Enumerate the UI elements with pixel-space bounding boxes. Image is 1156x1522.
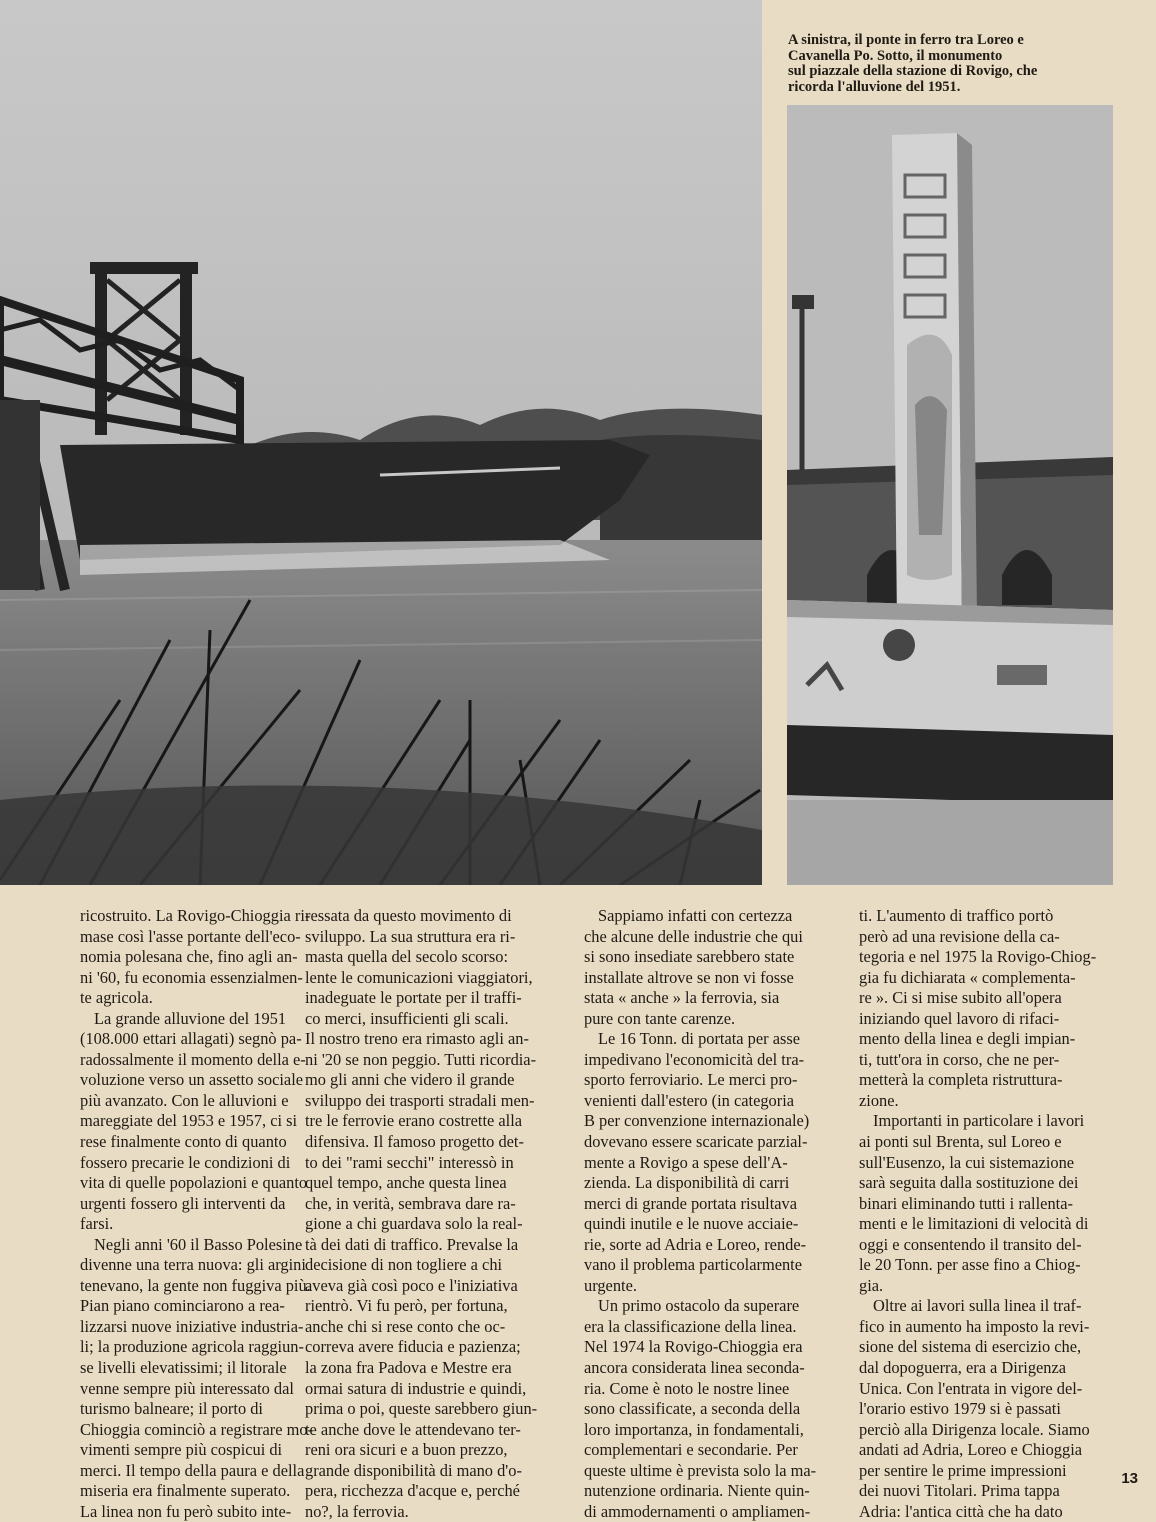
text-line: che alcune delle industrie che qui [584, 926, 803, 946]
text-line: zienda. La disponibilità di carri [584, 1173, 790, 1193]
text-line: però ad una revisione della ca- [859, 926, 1060, 946]
caption-line: sul piazzale della stazione di Rovigo, che [788, 63, 1038, 79]
text-line: dei nuovi Titolari. Prima tappa [859, 1481, 1060, 1501]
text-line: Pian piano cominciarono a rea- [80, 1296, 285, 1316]
text-line: sporto ferroviario. Le merci pro- [584, 1070, 798, 1090]
text-line: mareggiate del 1953 e 1957, ci si [80, 1111, 298, 1131]
text-line: rie, sorte ad Adria e Loreo, rende- [584, 1234, 807, 1254]
text-line: ancora considerata linea seconda- [584, 1358, 805, 1378]
text-line: sull'Eusenzo, la cui sistemazione [859, 1152, 1075, 1172]
text-line: fossero precarie le condizioni di [80, 1152, 291, 1172]
bridge-photo [0, 0, 762, 885]
text-line: vano il problema particolarmente [584, 1255, 803, 1275]
text-line: difensiva. Il famoso progetto det- [305, 1132, 524, 1152]
text-line: installate altrove se non vi fosse [584, 967, 794, 987]
text-line: masta quella del secolo scorso: [305, 947, 509, 967]
text-line: mente a Rovigo a spese dell'A- [584, 1152, 788, 1172]
text-line: co merci, insufficienti gli scali. [305, 1008, 509, 1028]
text-line: ricostruito. La Rovigo-Chioggia ri- [80, 906, 311, 925]
text-line: gia. [859, 1275, 884, 1295]
text-line: merci. Il tempo della paura e della [80, 1460, 305, 1480]
text-column-4 [859, 906, 1129, 1522]
monument-photo [787, 105, 1113, 885]
text-line: te anche dove le attendevano ter- [305, 1419, 521, 1439]
text-line: dovevano essere scaricate parzial- [584, 1132, 808, 1152]
text-line: correva avere fiducia e pazienza; [305, 1337, 521, 1357]
text-line: lizzarsi nuove iniziative industria- [80, 1316, 304, 1336]
text-line: rientrò. Vi fu però, per fortuna, [305, 1296, 508, 1316]
text-line: metterà la completa ristruttura- [859, 1070, 1063, 1090]
text-line: re ». Ci si mise subito all'opera [859, 988, 1062, 1008]
text-line: Oltre ai lavori sulla linea il traf- [873, 1296, 1082, 1316]
text-line: sviluppo dei trasporti stradali men- [305, 1090, 535, 1110]
text-line: Unica. Con l'entrata in vigore del- [859, 1378, 1083, 1398]
text-line: urgenti fossero gli interventi da [80, 1193, 286, 1213]
text-line: ti. L'aumento di traffico portò [859, 906, 1054, 925]
text-line: li; la produzione agricola raggiun- [80, 1337, 304, 1357]
text-line: Negli anni '60 il Basso Polesine [94, 1234, 303, 1254]
text-line: mase così l'asse portante dell'eco- [80, 926, 301, 946]
text-line: vimenti sempre più cospicui di [80, 1440, 283, 1460]
text-line: gia fu dichiarata « complementa- [859, 967, 1076, 987]
text-line: zione. [859, 1090, 899, 1110]
text-column-3 [584, 906, 854, 1522]
caption-line: A sinistra, il ponte in ferro tra Loreo e [788, 32, 1024, 48]
text-line: reni ora sicuri e a buon prezzo, [305, 1440, 508, 1460]
text-line: to dei "rami secchi" interessò in [305, 1152, 514, 1172]
text-line: Importanti in particolare i lavori [873, 1111, 1085, 1131]
text-line: sviluppo. La sua struttura era ri- [305, 926, 516, 946]
text-line: se livelli elevatissimi; il litorale [80, 1358, 287, 1378]
text-line: inadeguate le portate per il traffi- [305, 988, 522, 1008]
text-column-2 [305, 906, 575, 1522]
text-line: le 20 Tonn. per asse fino a Chiog- [859, 1255, 1081, 1275]
text-line: nutenzione ordinaria. Niente quin- [584, 1481, 810, 1501]
text-line: Nel 1974 la Rovigo-Chioggia era [584, 1337, 803, 1357]
text-line: ormai satura di industrie e quindi, [305, 1378, 527, 1398]
caption-line: Cavanella Po. Sotto, il monumento [788, 47, 1003, 64]
page-number: 13 [1121, 1470, 1138, 1487]
text-line: Sappiamo infatti con certezza [598, 906, 793, 925]
text-line: La linea non fu però subito inte- [80, 1501, 292, 1521]
text-line: complementari e secondarie. Per [584, 1440, 798, 1460]
text-line: turismo balneare; il porto di [80, 1399, 263, 1419]
text-line: sono classificate, a seconda della [584, 1399, 801, 1419]
text-line: (108.000 ettari allagati) segnò pa- [80, 1029, 302, 1049]
text-line: pera, ricchezza d'acque e, perché [305, 1481, 520, 1501]
text-line: grande disponibilità di mano d'o- [305, 1460, 522, 1480]
text-line: Chioggia cominciò a registrare mo- [80, 1419, 314, 1439]
text-line: la zona fra Padova e Mestre era [305, 1358, 512, 1378]
text-line: andati ad Adria, Loreo e Chioggia [859, 1440, 1083, 1460]
text-line: La grande alluvione del 1951 [94, 1008, 287, 1028]
text-line: binari eliminando tutti i rallenta- [859, 1193, 1073, 1213]
text-line: tre le ferrovie erano costrette alla [305, 1111, 523, 1131]
text-line: iniziando quel lavoro di rifaci- [859, 1008, 1060, 1028]
text-line: tà dei dati di traffico. Prevalse la [305, 1234, 519, 1254]
text-line: prima o poi, queste sarebbero giun- [305, 1399, 538, 1419]
text-line: quel tempo, anche questa linea [305, 1173, 507, 1193]
text-line: lente le comunicazioni viaggiatori, [305, 967, 533, 987]
text-line: ni '20 se non peggio. Tutti ricordia- [305, 1049, 537, 1069]
text-line: queste ultime è prevista solo la ma- [584, 1460, 817, 1480]
text-line: miseria era finalmente superato. [80, 1481, 291, 1501]
text-line: ai ponti sul Brenta, sul Loreo e [859, 1132, 1062, 1152]
text-line: urgente. [584, 1275, 637, 1295]
text-line: Un primo ostacolo da superare [598, 1296, 800, 1316]
text-line: era la classificazione della linea. [584, 1316, 797, 1336]
text-line: venne sempre più interessato dal [80, 1378, 294, 1398]
text-line: si sono insediate sarebbero state [584, 947, 795, 967]
text-line: Il nostro treno era rimasto agli an- [305, 1029, 529, 1049]
text-line: venienti dall'estero (in categoria [584, 1090, 795, 1110]
text-line: merci di grande portata risultava [584, 1193, 797, 1213]
text-line: rese finalmente conto di quanto [80, 1132, 287, 1152]
text-line: pure con tante carenze. [584, 1008, 736, 1028]
text-line: decisione di non togliere a chi [305, 1255, 503, 1275]
text-line: fico in aumento ha imposto la revi- [859, 1316, 1090, 1336]
text-line: anche chi si rese conto che oc- [305, 1316, 506, 1336]
text-line: Adria: l'antica città che ha dato [859, 1501, 1063, 1521]
text-line: oggi e consentendo il transito del- [859, 1234, 1082, 1254]
text-line: stata « anche » la ferrovia, sia [584, 988, 780, 1008]
text-line: vita di quelle popolazioni e quanto [80, 1173, 308, 1193]
text-line: ti, tutt'ora in corso, che ne per- [859, 1049, 1060, 1069]
caption-line: ricorda l'alluvione del 1951. [788, 78, 961, 95]
text-line: di ammodernamenti o ampliamen- [584, 1501, 811, 1521]
text-line: ressata da questo movimento di [305, 906, 512, 925]
text-line: per sentire le prime impressioni [859, 1460, 1067, 1480]
text-line: loro importanza, in fondamentali, [584, 1419, 804, 1439]
text-line: ria. Come è noto le nostre linee [584, 1378, 790, 1398]
text-line: B per convenzione internazionale) [584, 1111, 810, 1131]
text-line: dal dopoguerra, era a Dirigenza [859, 1358, 1067, 1378]
text-line: tegoria e nel 1975 la Rovigo-Chiog- [859, 947, 1097, 967]
text-line: l'orario estivo 1979 si è passati [859, 1399, 1061, 1419]
text-line: aveva già così poco e l'iniziativa [305, 1275, 518, 1295]
text-line: sione del sistema di esercizio che, [859, 1337, 1082, 1357]
text-line: no?, la ferrovia. [305, 1501, 409, 1521]
text-line: mento della linea e degli impian- [859, 1029, 1076, 1049]
text-line: gione a chi guardava solo la real- [305, 1214, 523, 1234]
photo-caption [788, 33, 1038, 95]
text-line: ni '60, fu economia essenzialmen- [80, 967, 303, 987]
text-line: più avanzato. Con le alluvioni e [80, 1090, 289, 1110]
text-line: impedivano l'economicità del tra- [584, 1049, 805, 1069]
text-line: nomia polesana che, fino agli an- [80, 947, 298, 967]
text-line: tenevano, la gente non fuggiva più. [80, 1275, 311, 1295]
text-line: menti e le limitazioni di velocità di [859, 1214, 1089, 1234]
text-line: voluzione verso un assetto sociale [80, 1070, 304, 1090]
text-line: divenne una terra nuova: gli argini [80, 1255, 306, 1275]
text-line: quindi inutile e le nuove acciaie- [584, 1214, 799, 1234]
text-line: sarà seguita dalla sostituzione dei [859, 1173, 1079, 1193]
text-line: mo gli anni che videro il grande [305, 1070, 515, 1090]
text-line: farsi. [80, 1214, 114, 1234]
text-line: Le 16 Tonn. di portata per asse [598, 1029, 801, 1049]
text-line: che, in verità, sembrava dare ra- [305, 1193, 516, 1213]
text-line: radossalmente il momento della e- [80, 1049, 306, 1069]
text-line: te agricola. [80, 988, 153, 1008]
text-line: perciò alla Dirigenza locale. Siamo [859, 1419, 1090, 1439]
